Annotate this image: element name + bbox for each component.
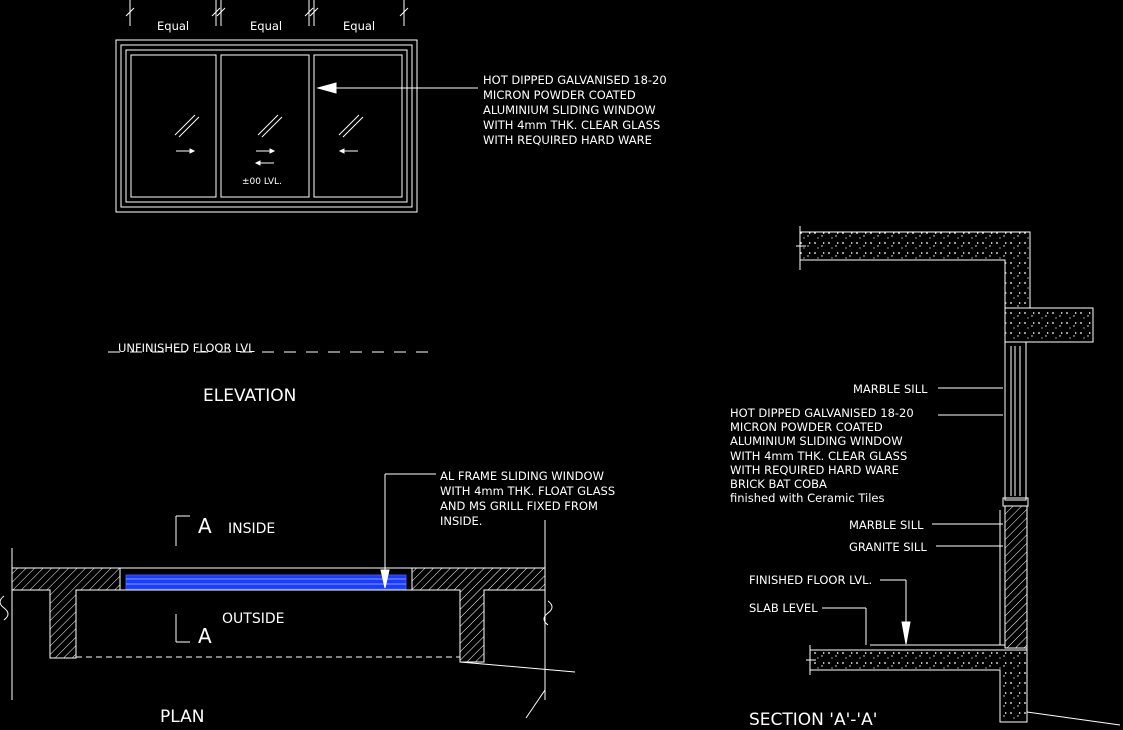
callout-line: HOT DIPPED GALVANISED 18-20 [483,73,667,87]
finished-floor-label: FINISHED FLOOR LVL. [749,573,873,587]
dim-label: Equal [250,19,283,33]
section-mark-bottom [176,614,190,642]
callout-line: WITH 4mm THK. CLEAR GLASS [483,118,661,132]
slab-level-label: SLAB LEVEL [749,601,818,615]
callout-line: ALUMINIUM SLIDING WINDOW [730,434,903,448]
section-mark-label: A [198,514,212,538]
marble-sill-bottom-label: MARBLE SILL [849,518,924,532]
callout-line: WITH 4mm THK. CLEAR GLASS [730,449,908,463]
granite-sill-label: GRANITE SILL [849,540,927,554]
section-mark-top [176,516,190,546]
callout-line: HOT DIPPED GALVANISED 18-20 [730,406,914,420]
callout-line: BRICK BAT COBA [730,477,827,491]
unfinished-floor-label: UNFINISHED FLOOR LVL [118,341,255,355]
elevation-callout [483,73,667,147]
section-mark-label: A [198,624,212,648]
elevation-view [108,0,478,352]
callout-line: AL FRAME SLIDING WINDOW [440,469,604,483]
callout-line: AND MS GRILL FIXED FROM [440,499,598,513]
callout-line: ALUMINIUM SLIDING WINDOW [483,103,656,117]
dim-label: Equal [343,19,376,33]
section-title: SECTION 'A'-'A' [749,710,878,730]
callout-line: INSIDE. [440,514,483,528]
callout-line: WITH 4mm THK. FLOAT GLASS [440,484,616,498]
top-slab [796,226,1093,342]
level-tag: ±00 LVL. [242,177,282,187]
right-wall [412,520,552,718]
left-wall [0,548,120,700]
glass-marks [175,115,363,137]
callout-line: WITH REQUIRED HARD WARE [730,463,899,477]
outside-label: OUTSIDE [222,611,285,627]
callout-line: MICRON POWDER COATED [483,88,636,102]
section-callout [730,406,914,505]
elevation-title: ELEVATION [203,386,297,406]
callout-line: MICRON POWDER COATED [730,420,883,434]
section-window [1003,342,1028,506]
callout-line: WITH REQUIRED HARD WARE [483,133,652,147]
elevation-leader [318,83,478,93]
plan-callout [440,469,615,528]
dim-label: Equal [157,19,190,33]
slide-arrows [176,149,358,165]
inside-label: INSIDE [228,521,276,537]
lower-wall [1000,506,1027,648]
plan-title: PLAN [160,707,205,727]
callout-line: finished with Ceramic Tiles [730,491,885,505]
plan-window [120,568,412,590]
marble-sill-top-label: MARBLE SILL [853,382,928,396]
